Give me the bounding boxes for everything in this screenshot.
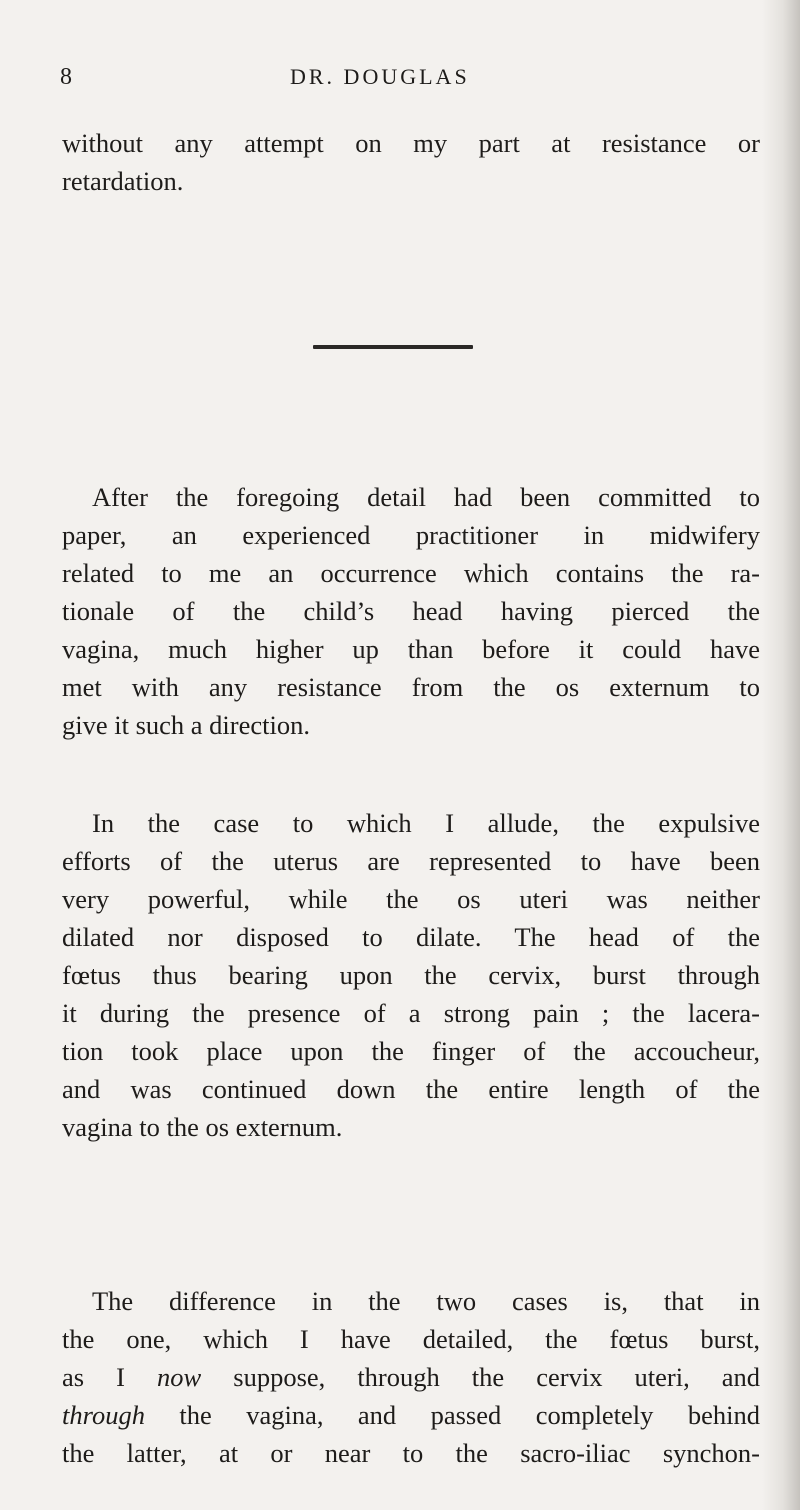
page-edge-shadow [762,0,800,1510]
text-line: as I now suppose, through the cervix uteri, and [62,1362,761,1392]
text-line: and was continued down the entire length of the [62,1074,760,1104]
running-title: DR. DOUGLAS [290,64,470,89]
paragraph-1 [62,124,760,200]
italic-word: now [157,1362,202,1392]
text-line: efforts of the uterus are represented to have been [62,846,760,876]
text-line: very powerful, while the os uteri was neither [62,884,760,914]
text-line: tionale of the child’s head having pierced the [62,596,760,626]
text-line: tion took place upon the finger of the accoucheur, [62,1036,760,1066]
paragraph-4 [62,1282,760,1472]
italic-word: through [62,1400,145,1430]
text-line: vagina to the os externum. [62,1112,343,1142]
text-line: In the case to which I allude, the expulsive [92,808,760,838]
text-line: related to me an occurrence which contains the ra- [62,558,760,588]
running-head [60,64,760,94]
text-line: the latter, at or near to the sacro-iliac synchon- [62,1438,760,1468]
text-line: it during the presence of a strong pain ; the lacera- [62,998,760,1028]
text-line: without any attempt on my part at resistance or [62,128,760,158]
text-line: through the vagina, and passed completely behind [62,1400,760,1430]
text-line: The difference in the two cases is, that in [92,1286,760,1316]
text-line: met with any resistance from the os externum to [62,672,760,702]
text-line: the one, which I have detailed, the fœtus burst, [62,1324,760,1354]
paragraph-2 [62,478,760,744]
page-number: 8 [60,64,74,90]
paragraph-3 [62,804,760,1146]
text-line: After the foregoing detail had been committed to [92,482,760,512]
text-line: fœtus thus bearing upon the cervix, burst through [62,960,760,990]
text-line: dilated nor disposed to dilate. The head of the [62,922,760,952]
text-line: vagina, much higher up than before it could have [62,634,760,664]
text-line: paper, an experienced practitioner in midwifery [62,520,760,550]
text-line: give it such a direction. [62,710,310,740]
section-divider [313,345,473,349]
text-line: retardation. [62,166,184,196]
